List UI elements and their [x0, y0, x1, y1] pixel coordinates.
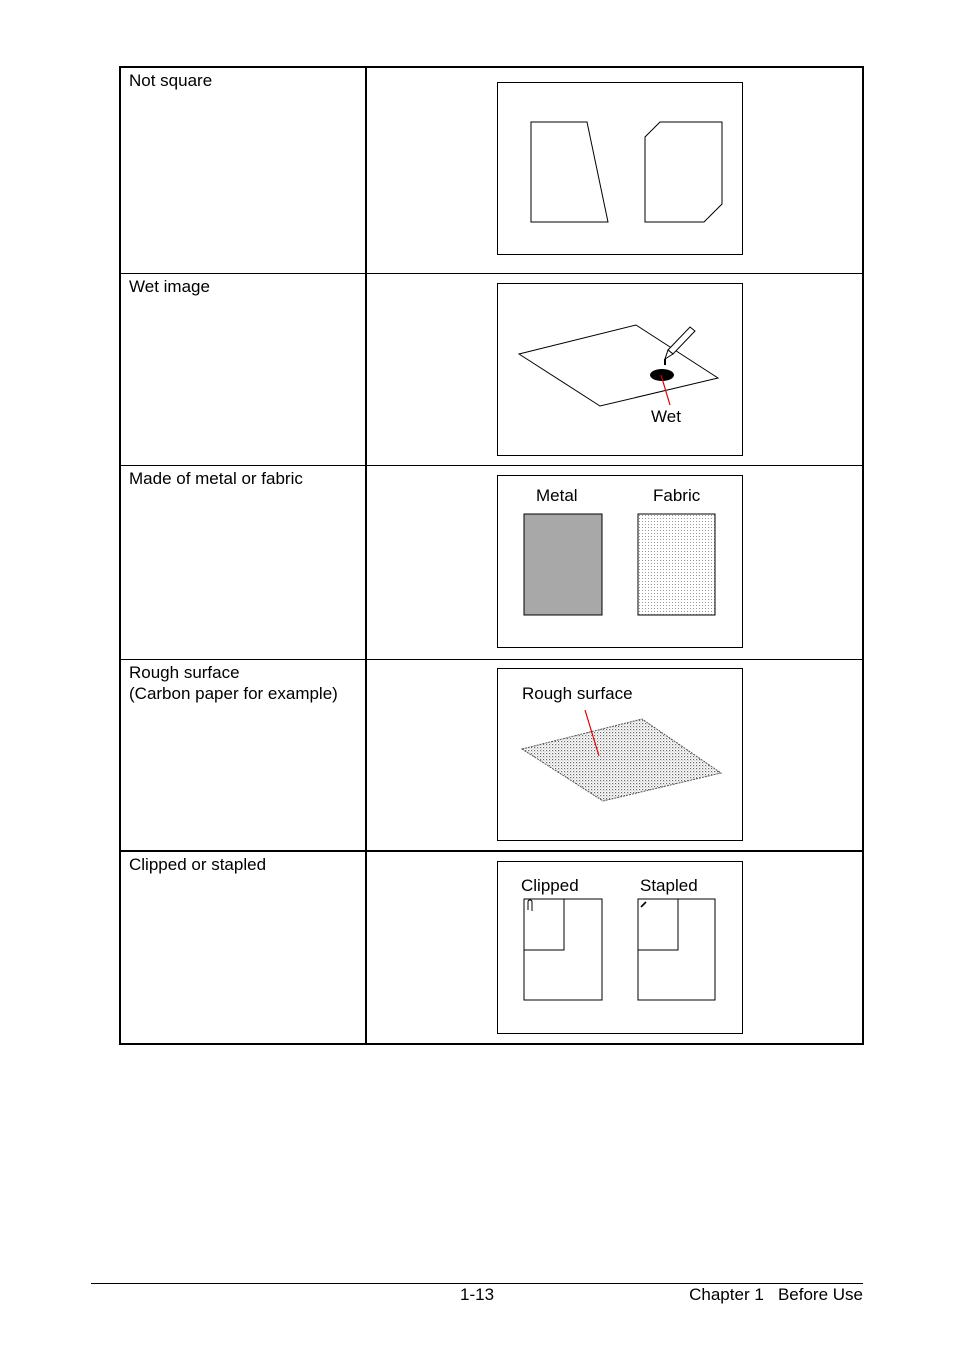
right-caption: Stapled: [640, 876, 698, 895]
figure-cell: [366, 465, 863, 659]
left-caption: Metal: [536, 485, 578, 505]
row-label-cell: [120, 465, 366, 659]
front-sheet: [524, 899, 564, 950]
row-label: Clipped or stapled: [129, 855, 267, 874]
fabric-sheet: [638, 514, 715, 615]
table-row-not-square: [120, 67, 863, 273]
table-row-clipped-stapled: [120, 851, 863, 1044]
footer-rule: [91, 1283, 863, 1284]
carbon-paper-sheet: [522, 719, 721, 801]
callout-label: Rough surface: [522, 683, 633, 703]
callout-label: Wet: [651, 406, 681, 426]
figure-cell: [366, 851, 863, 1044]
not-square-illustration: [497, 82, 743, 255]
row-label: Wet image: [129, 276, 210, 296]
right-caption: Fabric: [653, 485, 701, 505]
wet-image-illustration: [497, 283, 743, 456]
metal-sheet: [524, 514, 602, 615]
row-label: Not square: [129, 71, 213, 90]
rough-surface-illustration: [497, 668, 743, 841]
front-sheet: [638, 899, 678, 950]
row-label-cell: [120, 67, 366, 273]
document-table: [119, 66, 864, 1045]
table-row-metal-fabric: [120, 465, 863, 659]
cut-corner-sheet: [645, 122, 722, 222]
page-number: 1-13: [460, 1285, 495, 1304]
row-label: Rough surface (Carbon paper for example): [129, 662, 338, 703]
row-label: Made of metal or fabric: [129, 468, 303, 488]
row-label-cell: [120, 659, 366, 851]
table-row-rough-surface: [120, 659, 863, 851]
trapezoid-sheet: [531, 122, 608, 222]
clipped-stapled-illustration: [497, 861, 743, 1034]
figure-cell: [366, 273, 863, 465]
row-label-cell: [120, 273, 366, 465]
figure-cell: [366, 659, 863, 851]
left-caption: Clipped: [521, 876, 579, 895]
metal-fabric-illustration: [497, 475, 743, 648]
figure-cell: [366, 67, 863, 273]
row-label-cell: [120, 851, 366, 1044]
chapter-label: Chapter 1 Before Use: [689, 1285, 863, 1304]
table-row-wet-image: [120, 273, 863, 465]
